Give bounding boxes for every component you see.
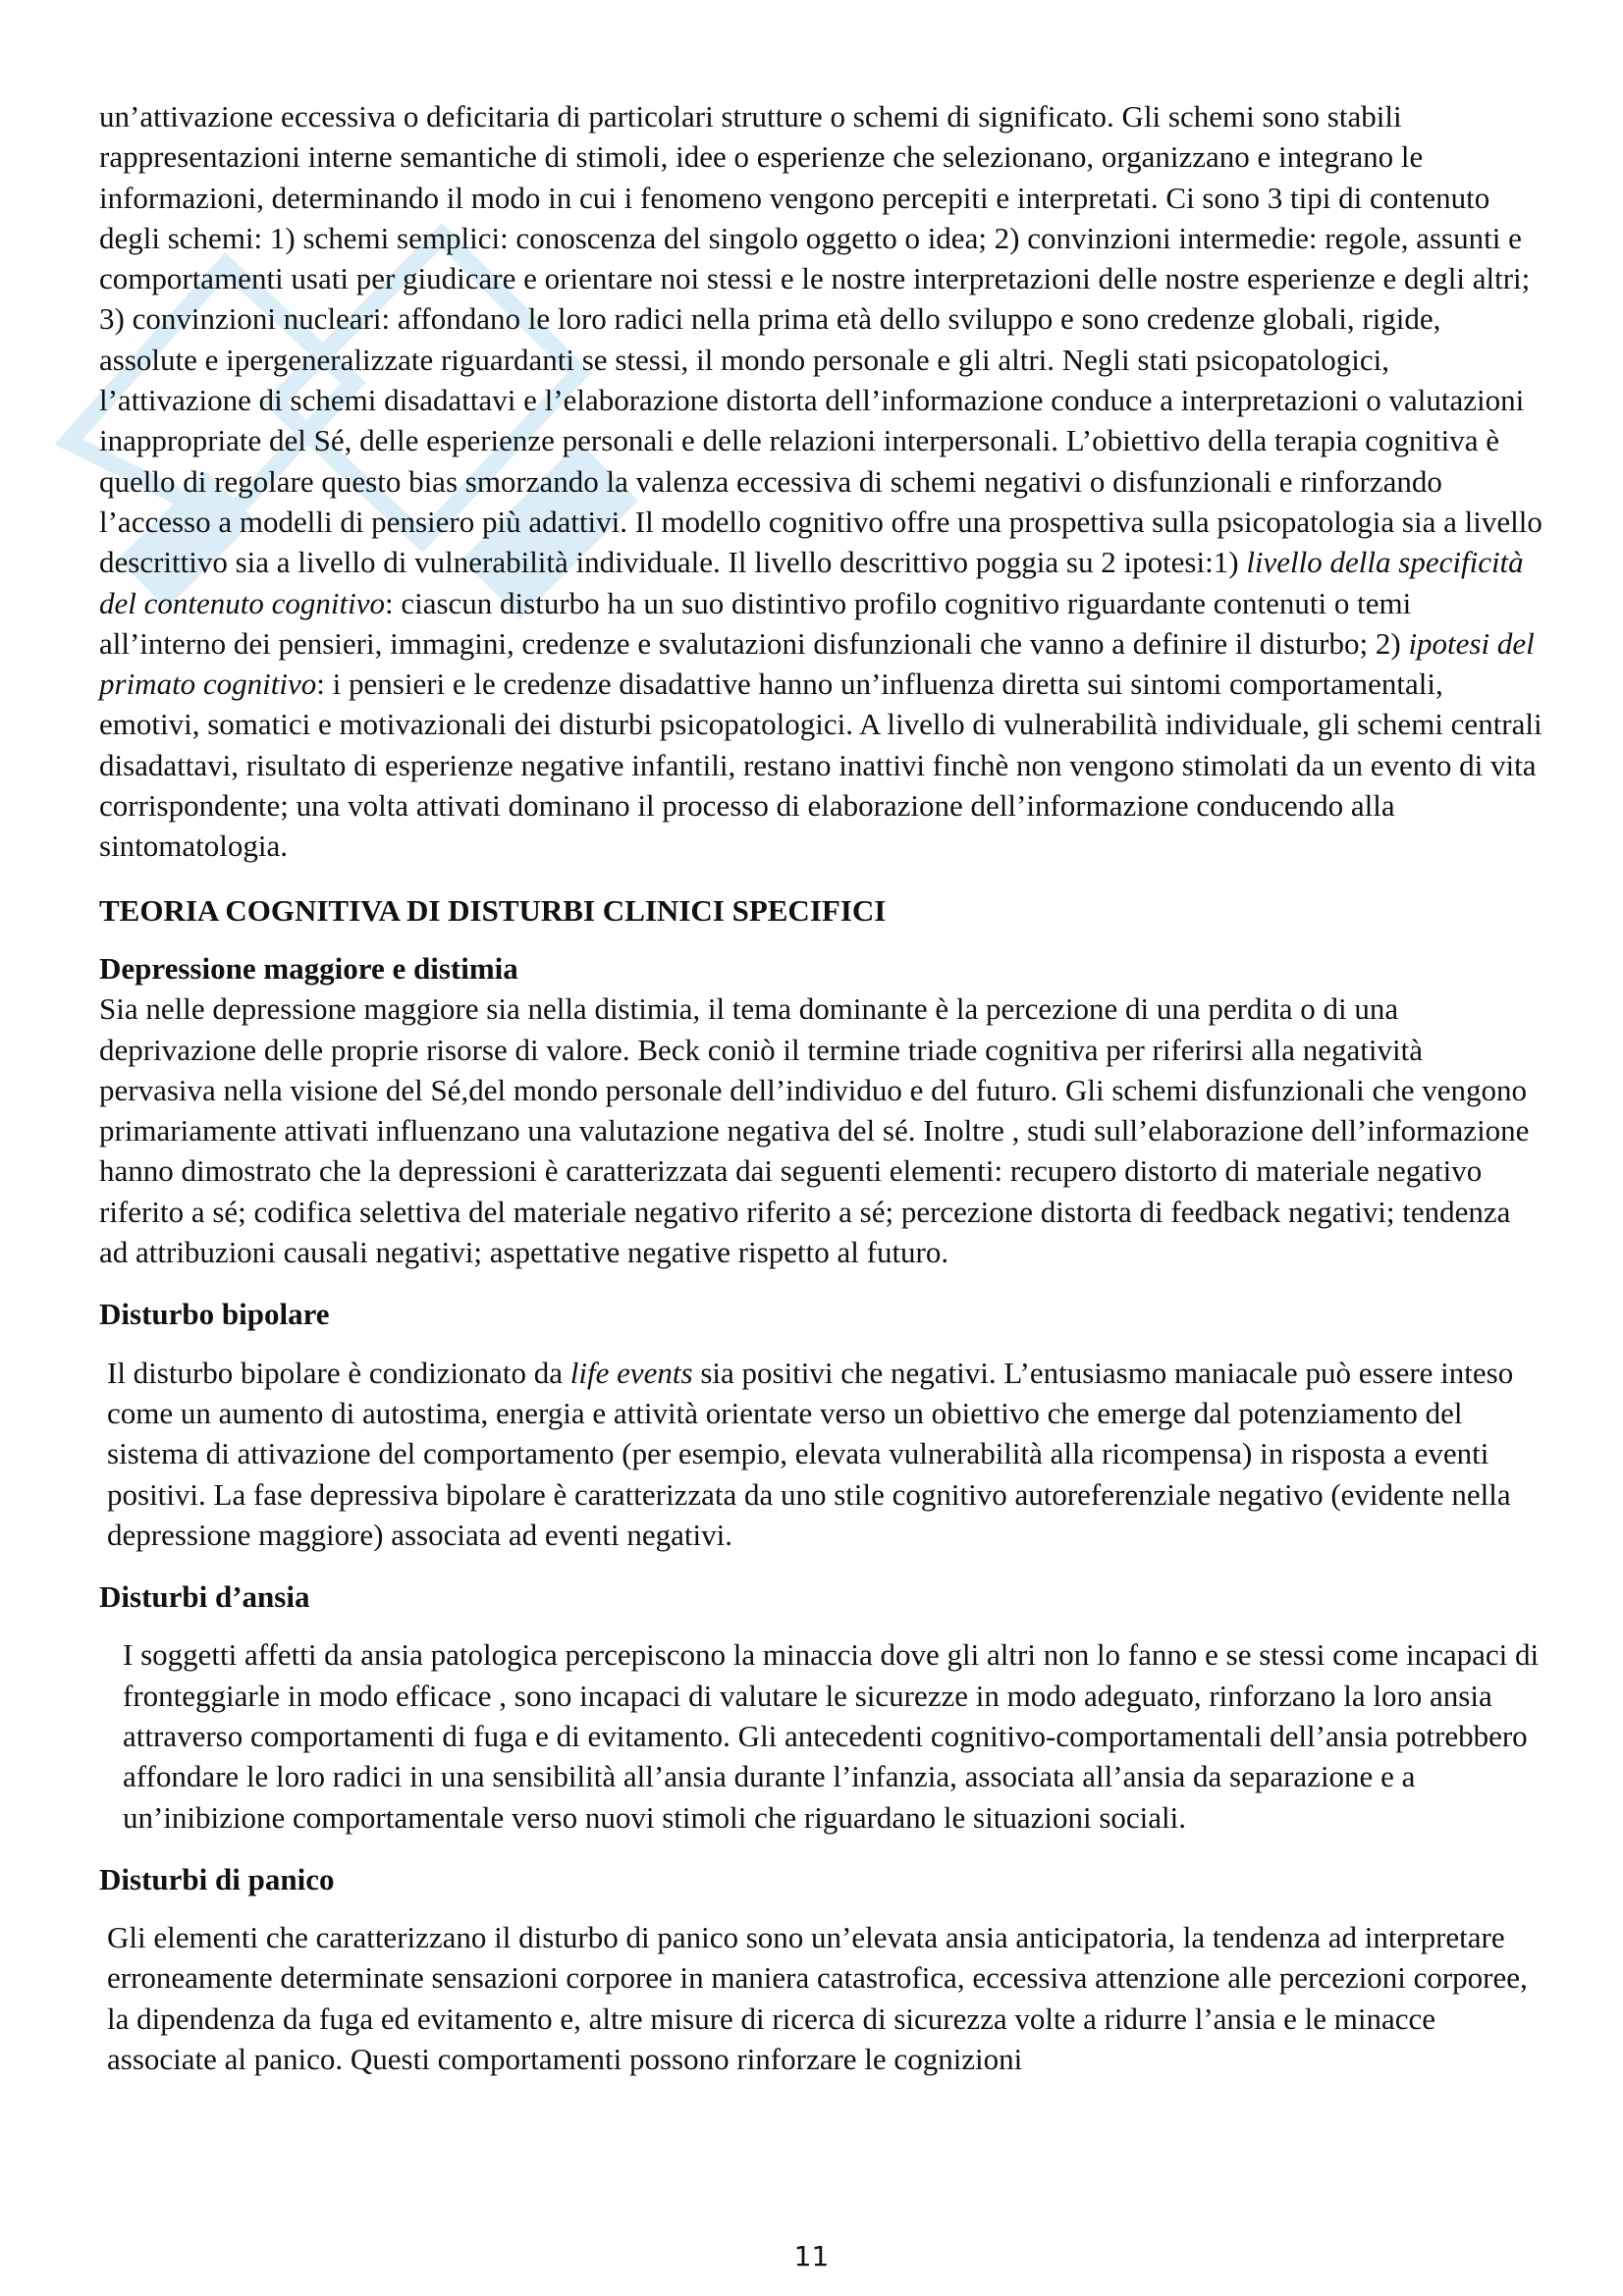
paragraph-depressione: Sia nelle depressione maggiore sia nella distimia, il tema dominante è la percezione di una perdita o di una deprivazione delle proprie risorse di valore. Beck coniò il termine triade cognitiva per riferirsi alla negatività pervasiva nella visione del Sé,del mondo personale dell’individuo e del futuro. Gli schemi disfunzionali che vengono primariamente attivati influenzano una valutazione negativa del sé. Inoltre , studi sull’elaborazione dell’informazione hanno dimostrato che la depressioni è caratterizzata dai seguenti elementi: recupero distorto di materiale negativo riferito a sé; codifica selettiva del materiale negativo riferito a sé; percezione distorta di feedback negativi; tendenza ad attribuzioni causali negativi; aspettative negative rispetto al futuro. xyxy=(99,991,1530,1270)
heading-bipolare: Disturbo bipolare xyxy=(99,1297,330,1332)
intro-text-c: : i pensieri e le credenze disadattive hanno un’influenza diretta sui sintomi comportamentali, emotivi, somatici e motivazionali dei disturbi psicopatologici. A livello di vulnerabilità individuale, gli schemi centrali disadattavi, risultato di esperienze negative infantili, restano inattivi finchè non vengono stimolati da un evento di vita corrispondente; una volta attivati dominano il processo di elaborazione dell’informazione conducendo alla sintomatologia. xyxy=(99,667,1542,864)
heading-panico: Disturbi di panico xyxy=(99,1861,335,1896)
page-number: 11 xyxy=(793,2240,830,2272)
paragraph-ansia: I soggetti affetti da ansia patologica percepiscono la minaccia dove gli altri non lo fanno e se stessi come incapaci di fronteggiarle in modo efficace , sono incapaci di valutare le sicurezze in modo adeguato, rinforzano la loro ansia attraverso comportamenti di fuga e di evitamento. Gli antecedenti cognitivo-comportamentali dell’ansia potrebbero affondare le loro radici in una sensibilità all’ansia durante l’infanzia, associata all’ansia da separazione e a un’inibizione comportamentale verso nuovi stimoli che riguardano le situazioni sociali. xyxy=(123,1637,1540,1835)
bipolare-italic: life events xyxy=(569,1355,693,1390)
bipolare-text-a: Il disturbo bipolare è condizionato da xyxy=(107,1355,570,1390)
heading-depressione: Depressione maggiore e distimia xyxy=(99,950,518,986)
heading-ansia: Disturbi d’ansia xyxy=(99,1579,310,1615)
intro-paragraph xyxy=(99,96,1542,867)
bipolare-text-b: sia positivi che negativi. L’entusiasmo maniacale può essere inteso come un aumento di autostima, energia e attività orientate verso un obiettivo che emerge dal potenziamento del sistema di attivazione del comportamento (per esempio, elevata vulnerabilità alla ricompensa) in risposta a eventi positivi. La fase depressiva bipolare è caratterizzata da uno stile cognitivo autoreferenziale negativo (evidente nella depressione maggiore) associata ad eventi negativi. xyxy=(107,1355,1514,1552)
intro-italic-a: livello della specificità del contenuto cognitivo xyxy=(99,545,1524,620)
intro-text-a: un’attivazione eccessiva o deficitaria di particolari strutture o schemi di significato. Gli schemi sono stabili rappresentazioni interne semantiche di stimoli, idee o esperienze che selezionano, organizzano e integrano le informazioni, determinando il modo in cui i fenomeno vengono percepiti e interpretati. Ci sono 3 tipi di contenuto degli schemi: 1) schemi semplici: conoscenza del singolo oggetto o idea; 2) convinzioni intermedie: regole, assunti e comportamenti usati per giudicare e orientare noi stessi e le nostre interpretazioni delle nostre esperienze e degli altri; 3) convinzioni nucleari: affondano le loro radici nella prima età dello sviluppo e sono credenze globali, rigide, assolute e ipergeneralizzate riguardanti se stessi, il mondo personale e gli altri. Negli stati psicopatologici, l’attivazione di schemi disadattavi e l’elaborazione distorta dell’informazione conduce a interpretazioni o valutazioni inappropriate del Sé, delle esperienze personali e delle relazioni interpersonali. L’obiettivo della terapia cognitiva è quello di regolare questo bias smorzando la valenza eccessiva di schemi negativi o disfunzionali e rinforzando l’accesso a modelli di pensiero più adattivi. Il modello cognitivo offre una prospettiva sulla psicopatologia sia a livello descrittivo sia a livello di vulnerabilità individuale. Il livello descrittivo poggia su 2 ipotesi:1) xyxy=(99,99,1542,580)
intro-text-b: : ciascun disturbo ha un suo distintivo profilo cognitivo riguardante contenuti o temi all’interno dei pensieri, immagini, credenze e svalutazioni disfunzionali che vanno a definire il disturbo; 2) xyxy=(99,585,1412,661)
document-content xyxy=(99,96,1542,2079)
section-title: TEORIA COGNITIVA DI DISTURBI CLINICI SPECIFICI xyxy=(99,892,887,928)
paragraph-bipolare xyxy=(99,1353,1542,1555)
paragraph-panico: Gli elementi che caratterizzano il disturbo di panico sono un’elevata ansia anticipatoria, la tendenza ad interpretare erroneamente determinate sensazioni corporee in maniera catastrofica, eccessiva attenzione alle percezioni corporee, la dipendenza da fuga ed evitamento e, altre misure di ricerca di sicurezza volte a ridurre l’ansia e le minacce associate al panico. Questi comportamenti possono rinforzare le cognizioni xyxy=(107,1920,1528,2077)
intro-italic-b: ipotesi del primato cognitivo xyxy=(99,625,1535,702)
